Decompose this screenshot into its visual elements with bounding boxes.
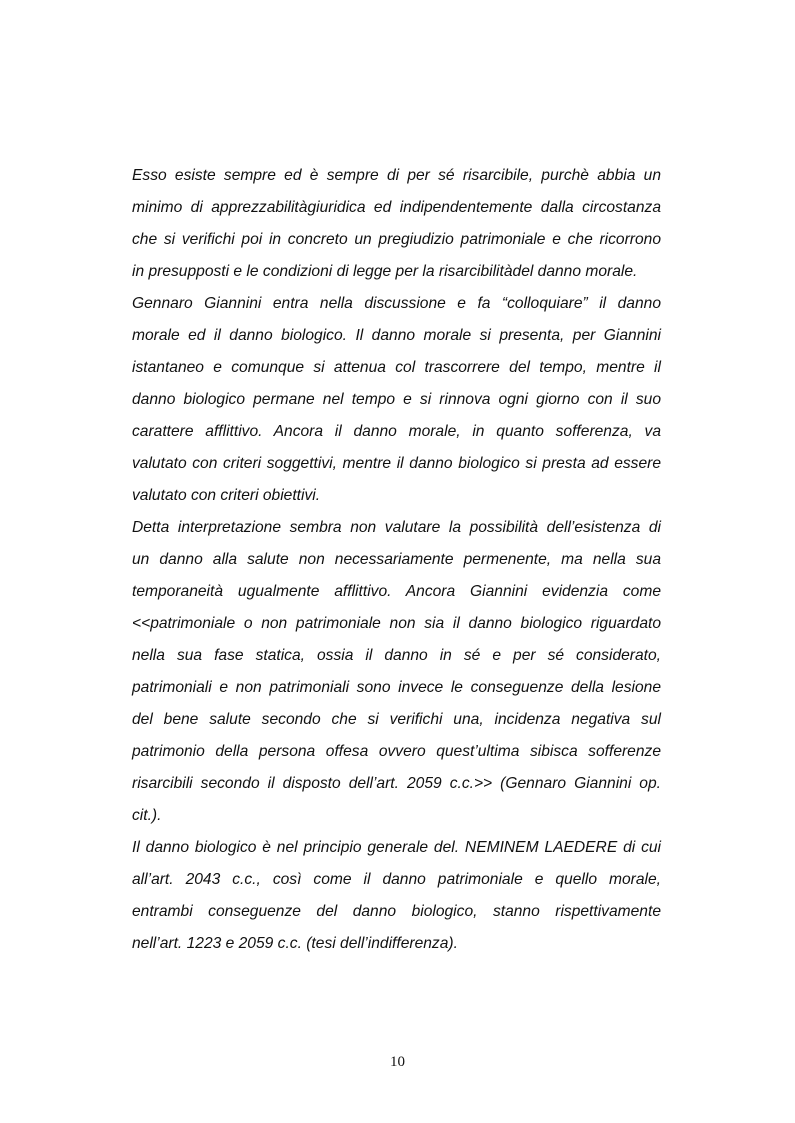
text-line: cit.). bbox=[132, 807, 162, 824]
text-line: in presupposti e le condizioni di legge per la risarcibilitàdel danno morale. bbox=[132, 263, 638, 280]
body-text bbox=[132, 160, 661, 960]
text-line: risarcibili secondo il disposto dell’art. 2059 c.c.>> (Gennaro Giannini op. bbox=[132, 775, 661, 792]
text-line: valutato con criteri soggettivi, mentre il danno biologico si presta ad essere bbox=[132, 455, 661, 472]
text-line: nell’art. 1223 e 2059 c.c. (tesi dell’indifferenza). bbox=[132, 935, 458, 952]
text-line: morale ed il danno biologico. Il danno morale si presenta, per Giannini bbox=[132, 327, 661, 344]
paragraph bbox=[132, 832, 661, 960]
text-line: entrambi conseguenze del danno biologico, stanno rispettivamente bbox=[132, 903, 661, 920]
text-line: Il danno biologico è nel principio generale del. NEMINEM LAEDERE di cui bbox=[132, 839, 661, 856]
text-line: Detta interpretazione sembra non valutare la possibilità dell’esistenza di bbox=[132, 519, 661, 536]
text-line: all’art. 2043 c.c., così come il danno patrimoniale e quello morale, bbox=[132, 871, 661, 888]
text-line: del bene salute secondo che si verifichi una, incidenza negativa sul bbox=[132, 711, 661, 728]
text-line: minimo di apprezzabilitàgiuridica ed indipendentemente dalla circostanza bbox=[132, 199, 661, 216]
text-line: temporaneità ugualmente afflittivo. Ancora Giannini evidenzia come bbox=[132, 583, 661, 600]
text-line: valutato con criteri obiettivi. bbox=[132, 487, 321, 504]
paragraph bbox=[132, 160, 661, 288]
text-line: un danno alla salute non necessariamente permenente, ma nella sua bbox=[132, 551, 661, 568]
text-line: carattere afflittivo. Ancora il danno morale, in quanto sofferenza, va bbox=[132, 423, 661, 440]
text-line: patrimoniali e non patrimoniali sono invece le conseguenze della lesione bbox=[132, 679, 661, 696]
page-number: 10 bbox=[390, 1054, 405, 1070]
text-line: danno biologico permane nel tempo e si rinnova ogni giorno con il suo bbox=[132, 391, 661, 408]
text-line: <<patrimoniale o non patrimoniale non sia il danno biologico riguardato bbox=[132, 615, 661, 632]
text-line: nella sua fase statica, ossia il danno in sé e per sé considerato, bbox=[132, 647, 661, 664]
text-line: Esso esiste sempre ed è sempre di per sé risarcibile, purchè abbia un bbox=[132, 167, 661, 184]
paragraph bbox=[132, 512, 661, 832]
text-line: Gennaro Giannini entra nella discussione e fa “colloquiare” il danno bbox=[132, 295, 661, 312]
text-line: patrimonio della persona offesa ovvero quest’ultima sibisca sofferenze bbox=[132, 743, 661, 760]
paragraph bbox=[132, 288, 661, 512]
text-line: istantaneo e comunque si attenua col trascorrere del tempo, mentre il bbox=[132, 359, 661, 376]
text-line: che si verifichi poi in concreto un pregiudizio patrimoniale e che ricorrono bbox=[132, 231, 661, 248]
